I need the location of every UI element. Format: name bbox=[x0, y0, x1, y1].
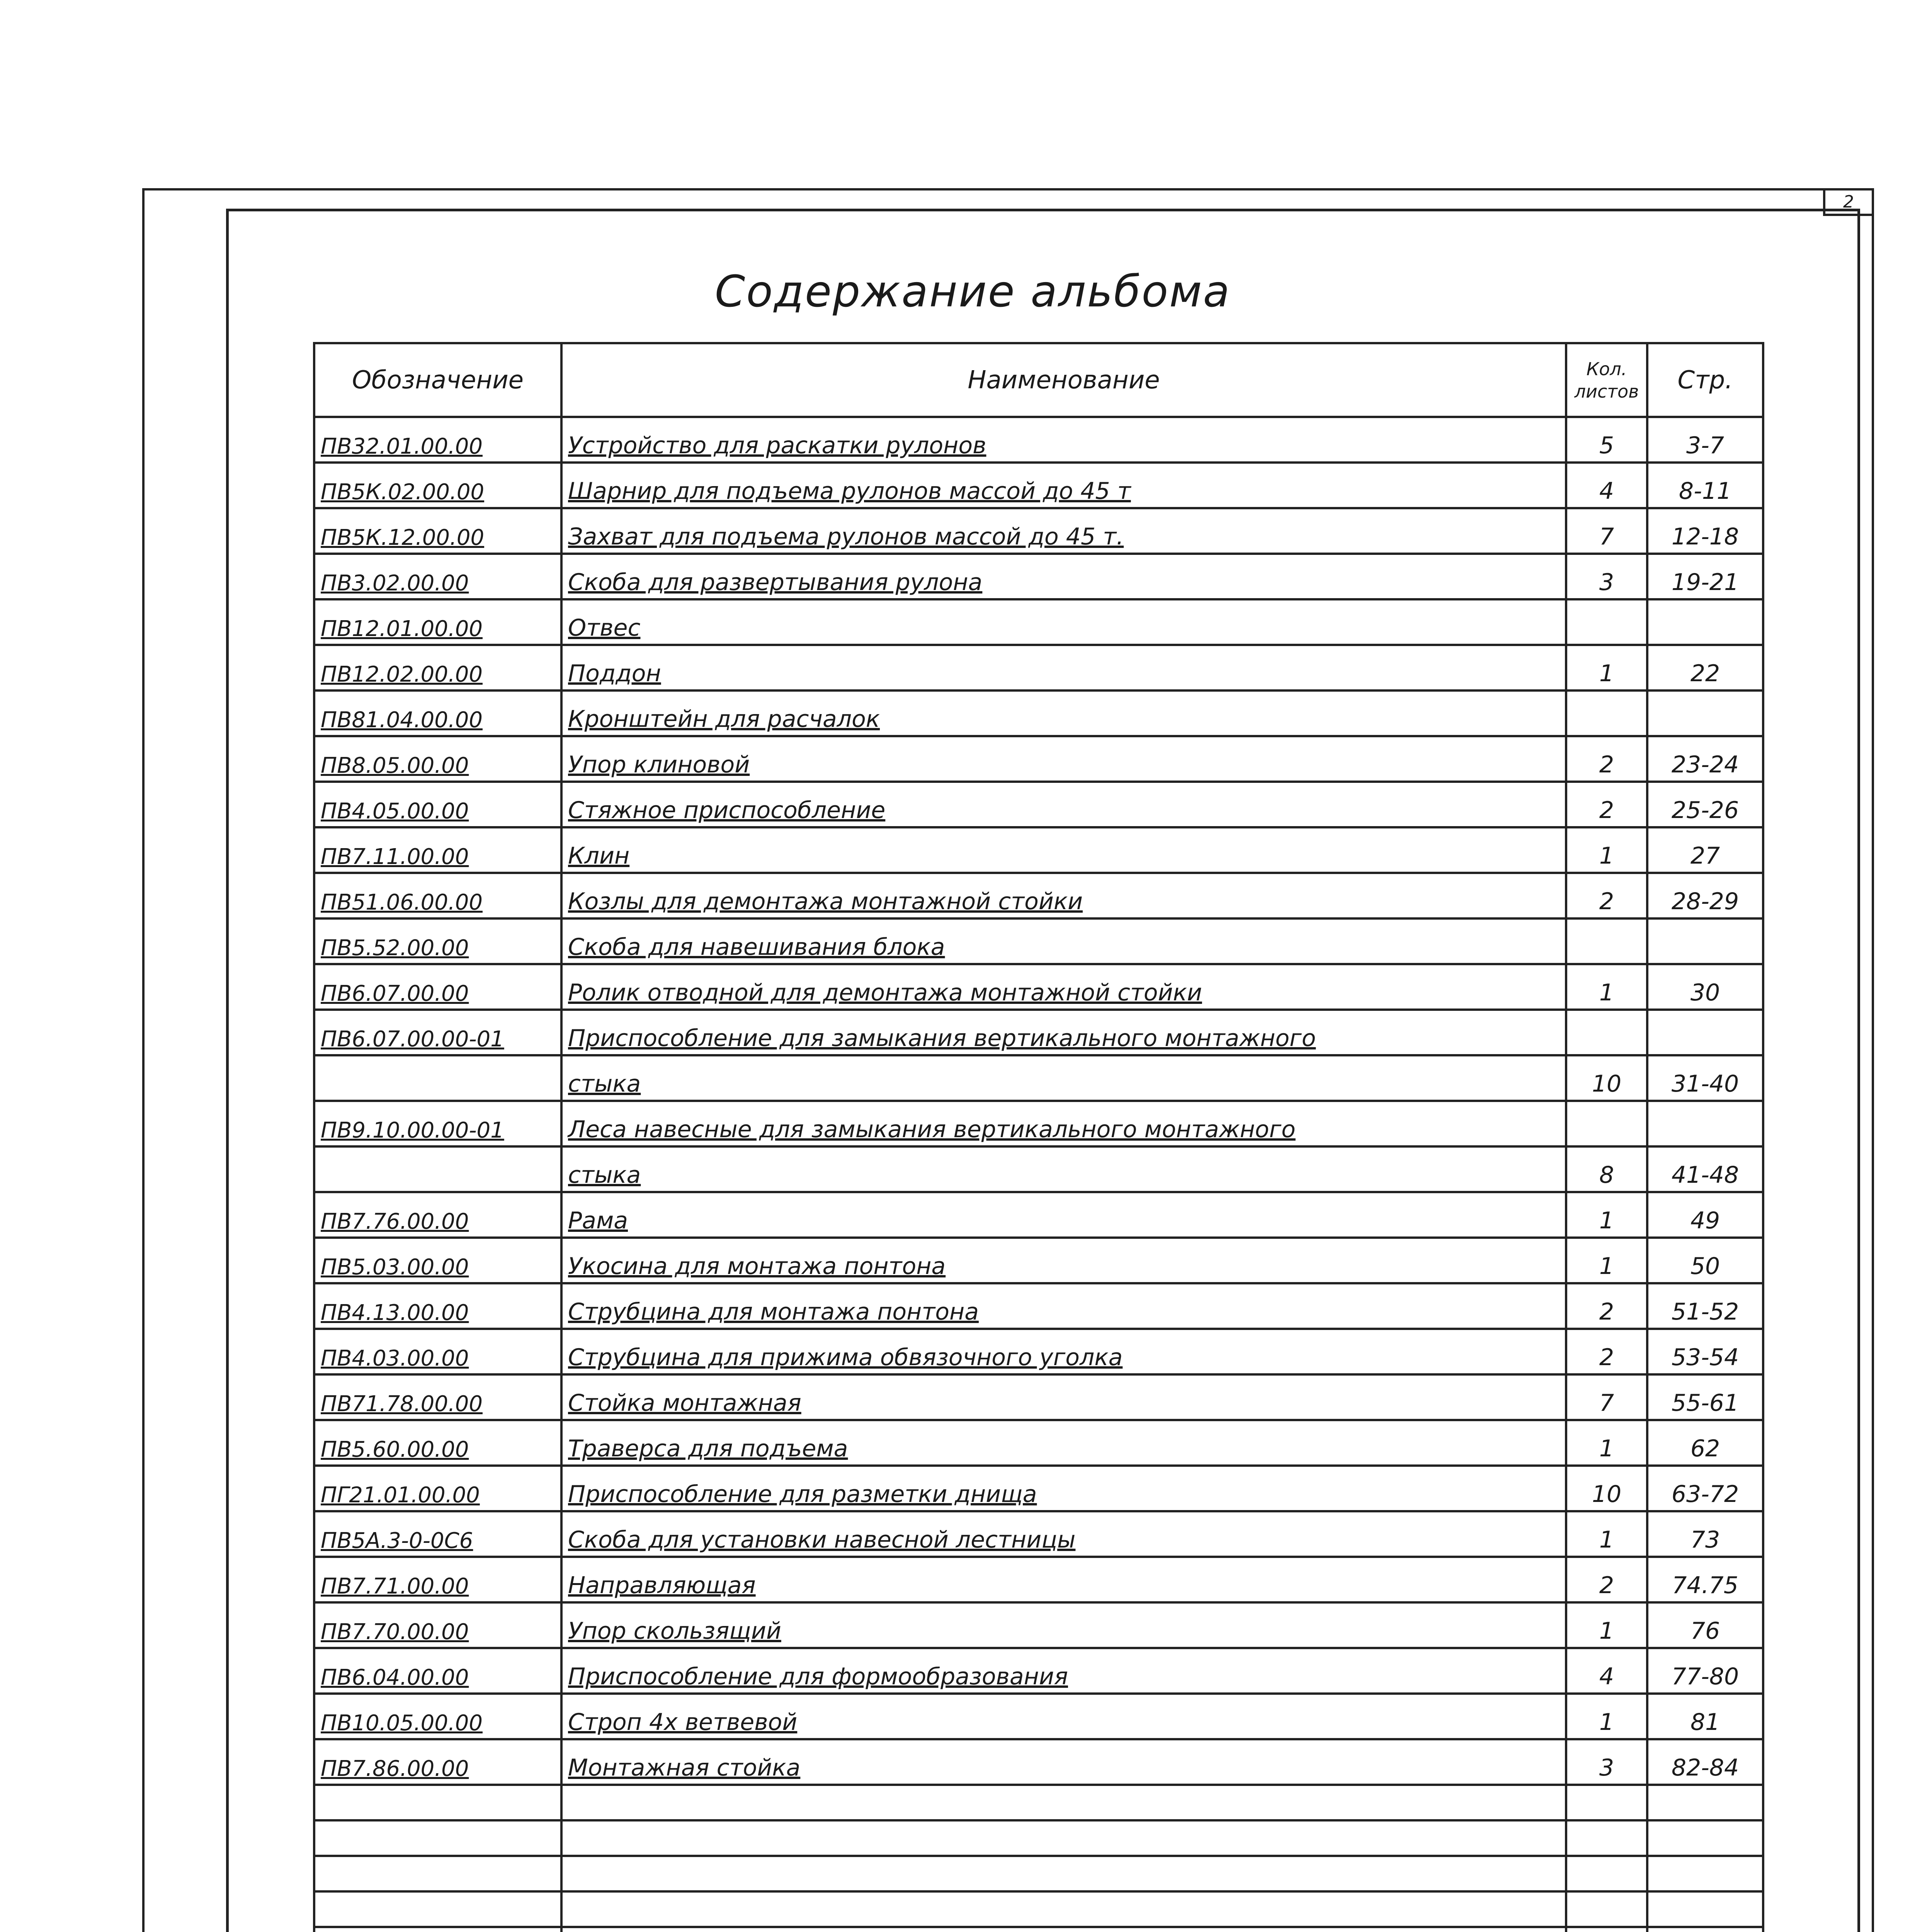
table-row bbox=[314, 1101, 1763, 1146]
cell-name: Стойка монтажная bbox=[561, 1374, 1566, 1420]
cell-name: Упор клиновой bbox=[561, 736, 1566, 782]
table-row bbox=[314, 873, 1763, 918]
table-row bbox=[314, 690, 1763, 736]
cell-pages: 51-52 bbox=[1647, 1283, 1763, 1329]
cell-code: ПВ7.86.00.00 bbox=[314, 1739, 561, 1785]
cell-name: Ролик отводной для демонтажа монтажной стойки bbox=[561, 964, 1566, 1010]
cell-name: стыка bbox=[561, 1055, 1566, 1101]
cell-pages: 27 bbox=[1647, 827, 1763, 873]
cell-pages: 62 bbox=[1647, 1420, 1763, 1466]
cell-code: ПВ7.70.00.00 bbox=[314, 1602, 561, 1648]
cell-count bbox=[1566, 1101, 1647, 1146]
cell-count bbox=[1566, 918, 1647, 964]
cell-pages: 49 bbox=[1647, 1192, 1763, 1238]
header-pages: Стр. bbox=[1647, 343, 1763, 417]
cell-pages: 28-29 bbox=[1647, 873, 1763, 918]
cell-count: 4 bbox=[1566, 1648, 1647, 1694]
cell-pages: 63-72 bbox=[1647, 1466, 1763, 1511]
cell-name: Поддон bbox=[561, 645, 1566, 690]
table-row bbox=[314, 645, 1763, 690]
cell-pages: 81 bbox=[1647, 1694, 1763, 1739]
blank-row bbox=[314, 1891, 1763, 1927]
table-row bbox=[314, 1466, 1763, 1511]
cell-name: стыка bbox=[561, 1146, 1566, 1192]
cell-pages: 50 bbox=[1647, 1238, 1763, 1283]
cell-count: 3 bbox=[1566, 1739, 1647, 1785]
table-row bbox=[314, 782, 1763, 827]
table-row bbox=[314, 1511, 1763, 1557]
blank-cell bbox=[1647, 1785, 1763, 1820]
cell-count: 3 bbox=[1566, 554, 1647, 599]
cell-count: 4 bbox=[1566, 463, 1647, 508]
cell-name: Скоба для навешивания блока bbox=[561, 918, 1566, 964]
table-row bbox=[314, 417, 1763, 463]
cell-name: Приспособление для замыкания вертикального монтажного bbox=[561, 1010, 1566, 1055]
cell-name: Струбцина для прижима обвязочного уголка bbox=[561, 1329, 1566, 1374]
cell-name: Строп 4х ветвевой bbox=[561, 1694, 1566, 1739]
blank-cell bbox=[314, 1927, 561, 1932]
cell-code: ПВ12.01.00.00 bbox=[314, 599, 561, 645]
cell-count: 1 bbox=[1566, 827, 1647, 873]
blank-cell bbox=[1566, 1785, 1647, 1820]
cell-code: ПГ21.01.00.00 bbox=[314, 1466, 561, 1511]
cell-name: Направляющая bbox=[561, 1557, 1566, 1602]
cell-pages: 12-18 bbox=[1647, 508, 1763, 554]
table-row bbox=[314, 827, 1763, 873]
cell-count: 1 bbox=[1566, 1192, 1647, 1238]
cell-name: Отвес bbox=[561, 599, 1566, 645]
blank-row bbox=[314, 1785, 1763, 1820]
table-row bbox=[314, 1420, 1763, 1466]
table-row bbox=[314, 964, 1763, 1010]
cell-code: ПВ5.52.00.00 bbox=[314, 918, 561, 964]
cell-code: ПВ32.01.00.00 bbox=[314, 417, 561, 463]
cell-pages: 30 bbox=[1647, 964, 1763, 1010]
blank-row bbox=[314, 1927, 1763, 1932]
header-row bbox=[314, 343, 1763, 417]
cell-pages: 31-40 bbox=[1647, 1055, 1763, 1101]
table-row bbox=[314, 736, 1763, 782]
cell-count: 2 bbox=[1566, 1557, 1647, 1602]
cell-pages: 53-54 bbox=[1647, 1329, 1763, 1374]
blank-cell bbox=[1647, 1891, 1763, 1927]
cell-count: 2 bbox=[1566, 1329, 1647, 1374]
cell-code: ПВ71.78.00.00 bbox=[314, 1374, 561, 1420]
blank-cell bbox=[561, 1891, 1566, 1927]
blank-cell bbox=[561, 1820, 1566, 1856]
blank-cell bbox=[314, 1856, 561, 1891]
cell-name: Приспособление для формообразования bbox=[561, 1648, 1566, 1694]
cell-pages: 25-26 bbox=[1647, 782, 1763, 827]
cell-count: 1 bbox=[1566, 964, 1647, 1010]
blank-cell bbox=[314, 1891, 561, 1927]
cell-name: Монтажная стойка bbox=[561, 1739, 1566, 1785]
cell-count: 1 bbox=[1566, 1602, 1647, 1648]
cell-count bbox=[1566, 1010, 1647, 1055]
cell-count: 7 bbox=[1566, 508, 1647, 554]
cell-name: Кронштейн для расчалок bbox=[561, 690, 1566, 736]
cell-pages: 77-80 bbox=[1647, 1648, 1763, 1694]
cell-code: ПВ7.76.00.00 bbox=[314, 1192, 561, 1238]
cell-pages bbox=[1647, 1010, 1763, 1055]
cell-code: ПВ6.04.00.00 bbox=[314, 1648, 561, 1694]
cell-count: 1 bbox=[1566, 1238, 1647, 1283]
cell-code: ПВ8.05.00.00 bbox=[314, 736, 561, 782]
cell-code: ПВ7.71.00.00 bbox=[314, 1557, 561, 1602]
table-row bbox=[314, 1010, 1763, 1055]
cell-pages: 41-48 bbox=[1647, 1146, 1763, 1192]
blank-row bbox=[314, 1856, 1763, 1891]
cell-code: ПВ5А.3-0-0С6 bbox=[314, 1511, 561, 1557]
table-row bbox=[314, 1694, 1763, 1739]
cell-code: ПВ7.11.00.00 bbox=[314, 827, 561, 873]
cell-count: 2 bbox=[1566, 1283, 1647, 1329]
table-row bbox=[314, 1739, 1763, 1785]
blank-cell bbox=[314, 1785, 561, 1820]
cell-code: ПВ5К.12.00.00 bbox=[314, 508, 561, 554]
cell-code: ПВ4.03.00.00 bbox=[314, 1329, 561, 1374]
blank-cell bbox=[1647, 1856, 1763, 1891]
cell-pages: 19-21 bbox=[1647, 554, 1763, 599]
table-row bbox=[314, 1238, 1763, 1283]
cell-pages: 82-84 bbox=[1647, 1739, 1763, 1785]
blank-cell bbox=[561, 1927, 1566, 1932]
blank-cell bbox=[561, 1785, 1566, 1820]
cell-count: 2 bbox=[1566, 736, 1647, 782]
cell-code: ПВ6.07.00.00-01 bbox=[314, 1010, 561, 1055]
cell-name: Скоба для установки навесной лестницы bbox=[561, 1511, 1566, 1557]
table-row bbox=[314, 1557, 1763, 1602]
cell-name: Шарнир для подъема рулонов массой до 45 т bbox=[561, 463, 1566, 508]
table-row bbox=[314, 1602, 1763, 1648]
cell-count: 5 bbox=[1566, 417, 1647, 463]
cell-pages: 76 bbox=[1647, 1602, 1763, 1648]
cell-count: 1 bbox=[1566, 1511, 1647, 1557]
table-row bbox=[314, 1374, 1763, 1420]
cell-name: Струбцина для монтажа понтона bbox=[561, 1283, 1566, 1329]
cell-count: 7 bbox=[1566, 1374, 1647, 1420]
cell-name: Рама bbox=[561, 1192, 1566, 1238]
contents-table bbox=[313, 342, 1764, 1932]
table-row bbox=[314, 508, 1763, 554]
cell-code: ПВ12.02.00.00 bbox=[314, 645, 561, 690]
cell-pages: 74.75 bbox=[1647, 1557, 1763, 1602]
cell-code: ПВ4.05.00.00 bbox=[314, 782, 561, 827]
blank-cell bbox=[1647, 1927, 1763, 1932]
cell-pages bbox=[1647, 918, 1763, 964]
table-row bbox=[314, 1146, 1763, 1192]
table-row bbox=[314, 554, 1763, 599]
blank-cell bbox=[1566, 1891, 1647, 1927]
cell-count: 8 bbox=[1566, 1146, 1647, 1192]
cell-name: Захват для подъема рулонов массой до 45 т. bbox=[561, 508, 1566, 554]
cell-code bbox=[314, 1055, 561, 1101]
table-row bbox=[314, 1283, 1763, 1329]
cell-name: Упор скользящий bbox=[561, 1602, 1566, 1648]
table-row bbox=[314, 918, 1763, 964]
table-row bbox=[314, 1192, 1763, 1238]
cell-name: Клин bbox=[561, 827, 1566, 873]
blank-cell bbox=[314, 1820, 561, 1856]
blank-cell bbox=[1566, 1856, 1647, 1891]
cell-name: Скоба для развертывания рулона bbox=[561, 554, 1566, 599]
cell-pages: 55-61 bbox=[1647, 1374, 1763, 1420]
cell-name: Приспособление для разметки днища bbox=[561, 1466, 1566, 1511]
cell-code bbox=[314, 1146, 561, 1192]
table-row bbox=[314, 1055, 1763, 1101]
cell-code: ПВ51.06.00.00 bbox=[314, 873, 561, 918]
cell-count bbox=[1566, 599, 1647, 645]
cell-count: 2 bbox=[1566, 782, 1647, 827]
cell-count: 2 bbox=[1566, 873, 1647, 918]
cell-count: 10 bbox=[1566, 1466, 1647, 1511]
table-row bbox=[314, 1329, 1763, 1374]
cell-pages: 73 bbox=[1647, 1511, 1763, 1557]
cell-code: ПВ81.04.00.00 bbox=[314, 690, 561, 736]
cell-name: Траверса для подъема bbox=[561, 1420, 1566, 1466]
cell-code: ПВ3.02.00.00 bbox=[314, 554, 561, 599]
cell-code: ПВ10.05.00.00 bbox=[314, 1694, 561, 1739]
header-name: Наименование bbox=[561, 343, 1566, 417]
cell-name: Устройство для раскатки рулонов bbox=[561, 417, 1566, 463]
header-code: Обозначение bbox=[314, 343, 561, 417]
cell-pages bbox=[1647, 599, 1763, 645]
cell-code: ПВ5.60.00.00 bbox=[314, 1420, 561, 1466]
cell-pages bbox=[1647, 690, 1763, 736]
cell-count: 1 bbox=[1566, 1420, 1647, 1466]
cell-count bbox=[1566, 690, 1647, 736]
cell-name: Козлы для демонтажа монтажной стойки bbox=[561, 873, 1566, 918]
cell-code: ПВ4.13.00.00 bbox=[314, 1283, 561, 1329]
cell-code: ПВ5К.02.00.00 bbox=[314, 463, 561, 508]
cell-pages: 23-24 bbox=[1647, 736, 1763, 782]
cell-count: 1 bbox=[1566, 1694, 1647, 1739]
cell-pages bbox=[1647, 1101, 1763, 1146]
blank-row bbox=[314, 1820, 1763, 1856]
cell-pages: 22 bbox=[1647, 645, 1763, 690]
cell-pages: 3-7 bbox=[1647, 417, 1763, 463]
cell-pages: 8-11 bbox=[1647, 463, 1763, 508]
header-count: Кол. листов bbox=[1566, 343, 1647, 417]
page-title: Содержание альбома bbox=[715, 267, 1231, 317]
cell-code: ПВ6.07.00.00 bbox=[314, 964, 561, 1010]
blank-cell bbox=[561, 1856, 1566, 1891]
table-row bbox=[314, 1648, 1763, 1694]
sheet-number: 2 bbox=[1823, 188, 1874, 216]
cell-count: 1 bbox=[1566, 645, 1647, 690]
cell-name: Стяжное приспособление bbox=[561, 782, 1566, 827]
cell-name: Укосина для монтажа понтона bbox=[561, 1238, 1566, 1283]
table-row bbox=[314, 599, 1763, 645]
blank-cell bbox=[1566, 1927, 1647, 1932]
table-row bbox=[314, 463, 1763, 508]
blank-cell bbox=[1566, 1820, 1647, 1856]
cell-count: 10 bbox=[1566, 1055, 1647, 1101]
blank-cell bbox=[1647, 1820, 1763, 1856]
cell-code: ПВ9.10.00.00-01 bbox=[314, 1101, 561, 1146]
cell-code: ПВ5.03.00.00 bbox=[314, 1238, 561, 1283]
cell-name: Леса навесные для замыкания вертикального монтажного bbox=[561, 1101, 1566, 1146]
